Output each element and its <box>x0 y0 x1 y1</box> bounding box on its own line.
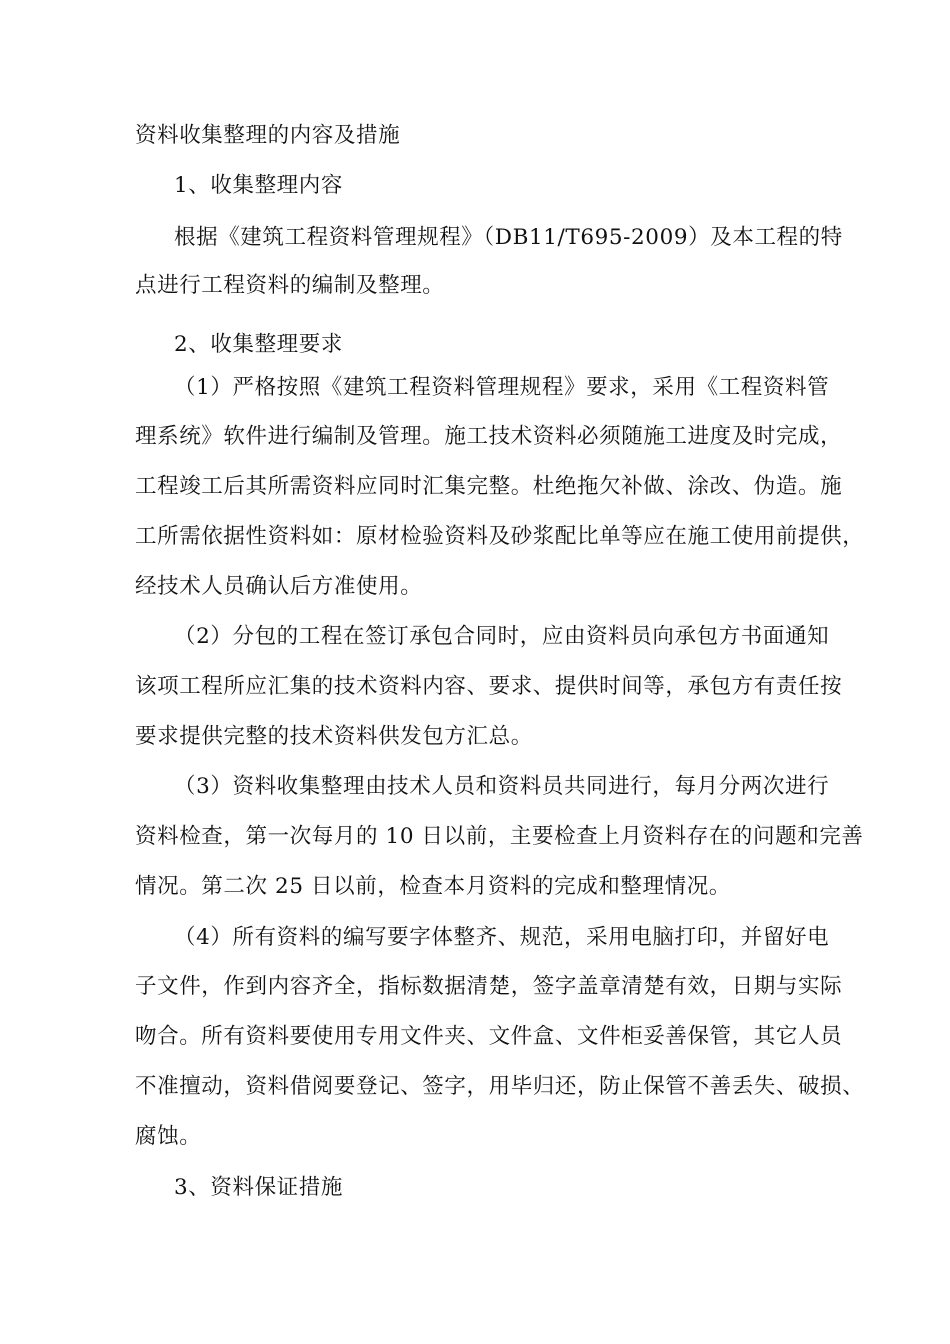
paragraph-line: 资料检查，第一次每月的 10 日以前，主要检查上月资料存在的问题和完善 <box>135 824 864 849</box>
paragraph-line: 理系统》软件进行编制及管理。施工技术资料必须随施工进度及时完成， <box>135 424 843 449</box>
paragraph-line: 要求提供完整的技术资料供发包方汇总。 <box>135 724 533 749</box>
paragraph-line: （1）严格按照《建筑工程资料管理规程》要求，采用《工程资料管 <box>174 375 830 400</box>
document-title: 资料收集整理的内容及措施 <box>135 123 401 148</box>
paragraph-line: 经技术人员确认后方准使用。 <box>135 574 423 599</box>
paragraph-line: 工所需依据性资料如：原材检验资料及砂浆配比单等应在施工使用前提供， <box>135 524 865 549</box>
paragraph-line: 根据《建筑工程资料管理规程》（DB11/T695-2009）及本工程的特 <box>174 225 843 250</box>
section-heading-1: 1、收集整理内容 <box>174 173 343 198</box>
paragraph-line: 情况。第二次 25 日以前，检查本月资料的完成和整理情况。 <box>135 874 731 899</box>
section-heading-3: 3、资料保证措施 <box>174 1175 343 1200</box>
paragraph-line: （3）资料收集整理由技术人员和资料员共同进行，每月分两次进行 <box>174 774 830 799</box>
paragraph-line: 不准擅动，资料借阅要登记、签字，用毕归还，防止保管不善丢失、破损、 <box>135 1074 865 1099</box>
section-heading-2: 2、收集整理要求 <box>174 332 343 357</box>
paragraph-line: （2）分包的工程在签订承包合同时，应由资料员向承包方书面通知 <box>174 624 830 649</box>
paragraph-line: 腐蚀。 <box>135 1124 202 1149</box>
paragraph-line: 工程竣工后其所需资料应同时汇集完整。杜绝拖欠补做、涂改、伪造。施 <box>135 474 843 499</box>
paragraph-line: 该项工程所应汇集的技术资料内容、要求、提供时间等，承包方有责任按 <box>135 674 843 699</box>
paragraph-line: （4）所有资料的编写要字体整齐、规范，采用电脑打印，并留好电 <box>174 925 830 950</box>
paragraph-line: 点进行工程资料的编制及整理。 <box>135 273 445 298</box>
paragraph-line: 子文件，作到内容齐全，指标数据清楚，签字盖章清楚有效，日期与实际 <box>135 974 843 999</box>
paragraph-line: 吻合。所有资料要使用专用文件夹、文件盒、文件柜妥善保管，其它人员 <box>135 1024 843 1049</box>
